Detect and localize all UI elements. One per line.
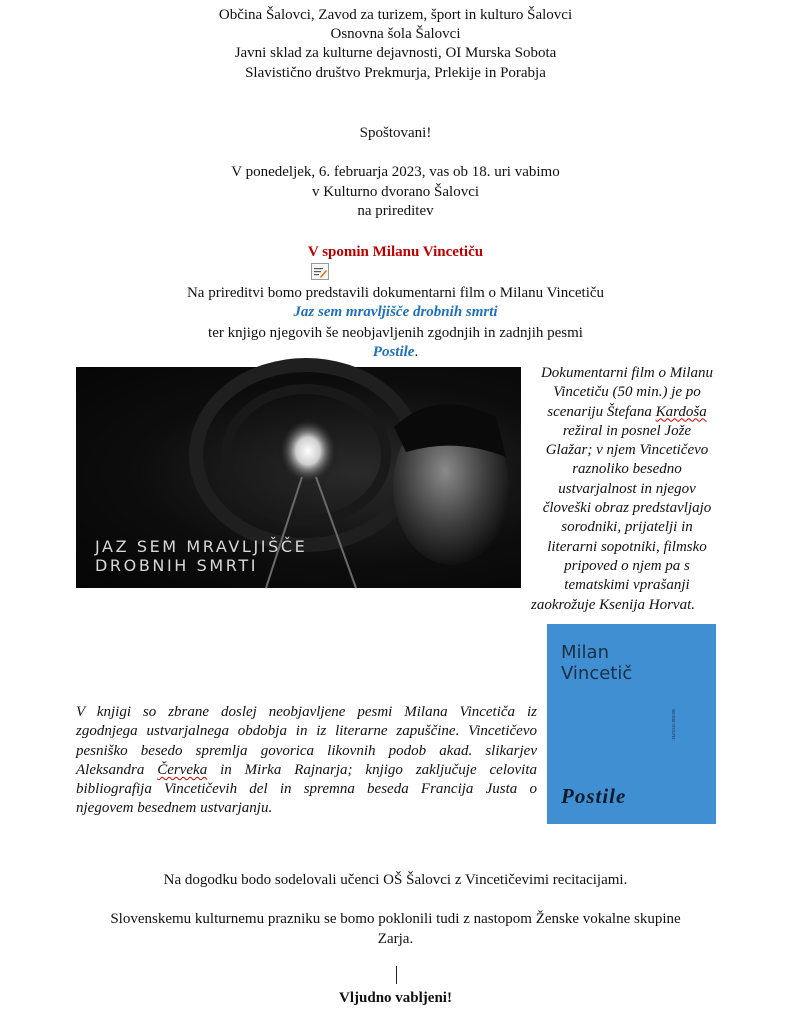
spellcheck-flag: Červeka [157,761,208,778]
book-cover-series: MODRI STOLPEC [671,709,676,741]
invitation-line-1: V ponedeljek, 6. februarja 2023, vas ob 18. uri vabimo [231,164,560,180]
book-title: Postile [372,344,415,360]
film-still-caption: JAZ SEM MRAVLJIŠČE DROBNIH SMRTI [95,537,308,575]
book-title-line [0,343,791,362]
book-cover-image [547,624,716,824]
invitation-line-2: v Kulturno dvorano Šalovci [311,184,480,200]
book-cover-author: Milan Vincetič [561,642,633,684]
organizer-line-2: Osnovna šola Šalovci [330,26,461,42]
book-title-dot: . [414,344,419,360]
book-cover-title: Postile [561,784,627,808]
edit-pencil-icon[interactable] [311,263,329,280]
film-still-image [76,367,521,588]
pupils-line: Na dogodku bodo sodelovali učenci OŠ Šalovci z Vincetičevimi recitacijami. [163,872,628,888]
text-cursor [396,966,397,984]
program-line-1: Na prireditvi bomo predstavili dokumentarni film o Milanu Vincetiču [186,285,605,301]
choir-line-1: Slovenskemu kulturnemu prazniku se bomo poklonili tudi z nastopom Ženske vokalne skupine [110,911,681,927]
film-description: Dokumentarni film o Milanu Vincetiču (50 min.) je po scenariju Štefana Kardoša režiral in posnel Jože Glažar; v njem Vincetičevo raznoliko besedno ustvarjalnost in njegov človeški obraz predstavljajo sorodniki, prijatelji in literarni sopotniki, filmsko pripoved o njem pa s tematskimi vprašanji zaokrožuje Ksenija Horvat. [530,365,714,613]
invitation-line-3: na prireditev [357,203,434,219]
regards: Vljudno vabljeni! [339,990,452,1006]
organizer-line-1: Občina Šalovci, Zavod za turizem, šport in kulturo Šalovci [218,7,573,23]
film-title: Jaz sem mravljišče drobnih smrti [293,304,498,320]
organizer-line-3: Javni sklad za kulturne dejavnosti, OI Murska Sobota [234,45,557,61]
greeting: Spoštovani! [359,125,432,141]
spellcheck-flag: Kardoša [655,403,707,420]
event-title: V spomin Milanu Vincetiču [307,244,484,260]
book-description: V knjigi so zbrane doslej neobjavljene pesmi Milana Vincetiča iz zgodnjega ustvarjalnega obdobja in iz literarne zapuščine. Vincetičevo pesniško besedo spremlja govorica likovnih podob akad. slikarjev Aleksandra Červeka in Mirka Rajnarja; knjigo zaključuje celovita bibliografija Vincetičevih del in spremna beseda Francija Justa o njegovem besednem ustvarjanju. [76,704,537,817]
choir-line-2: Zarja. [377,931,414,947]
organizer-line-4: Slavistično društvo Prekmurja, Prlekije in Porabja [245,65,546,81]
program-line-2: ter knjigo njegovih še neobjavljenih zgodnjih in zadnjih pesmi [208,325,583,341]
